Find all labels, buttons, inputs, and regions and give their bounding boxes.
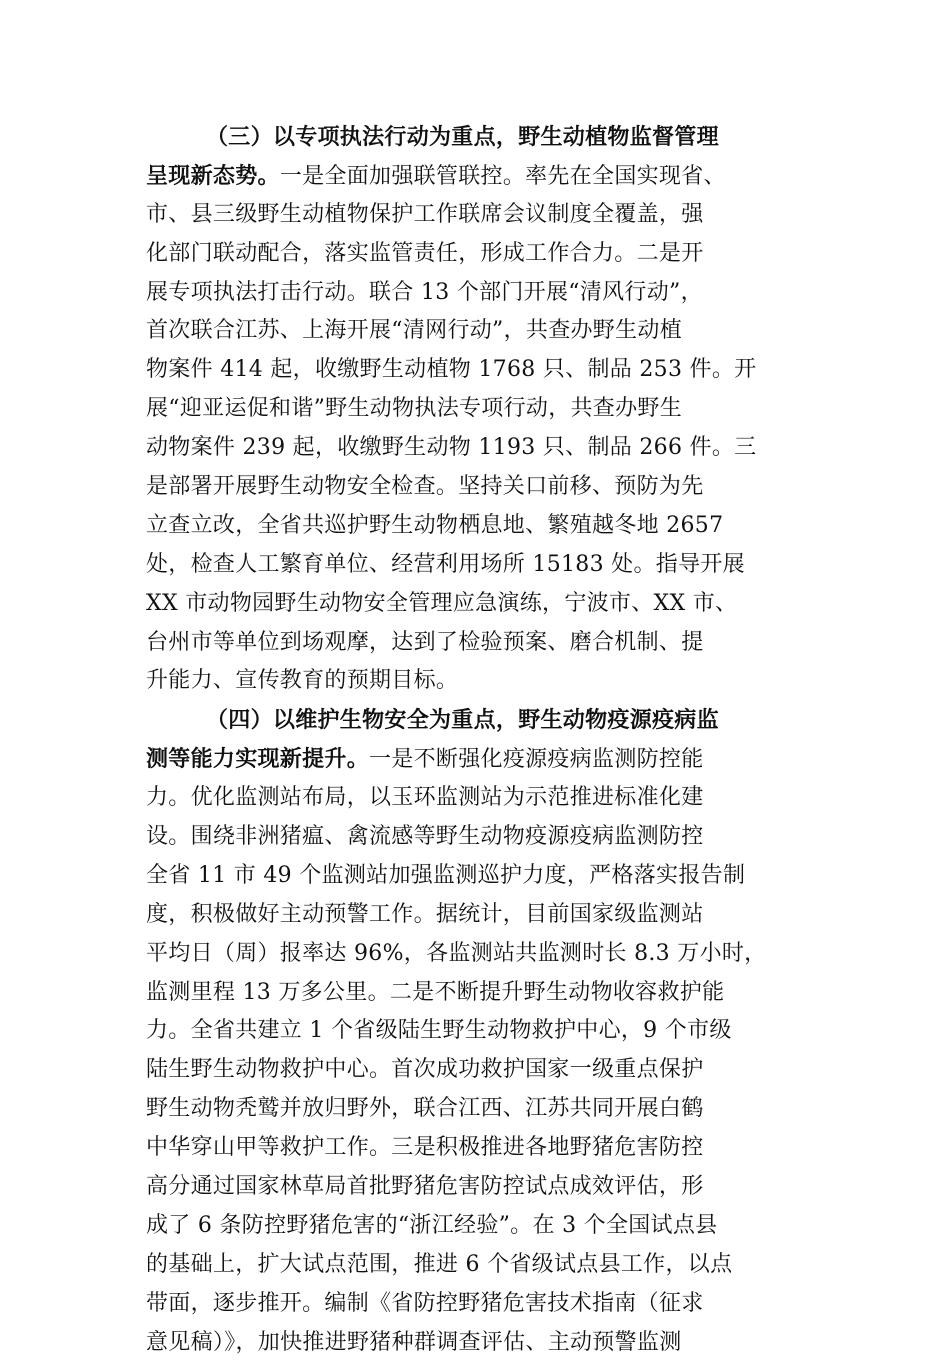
text-line bbox=[146, 196, 806, 235]
text-line bbox=[146, 157, 806, 196]
text-line bbox=[146, 779, 806, 818]
text-line bbox=[146, 351, 806, 390]
body-text: 是部署开展野生动物安全检查。坚持关口前移、预防为先 bbox=[146, 474, 704, 500]
body-text: 一是全面加强联管联控。率先在全国实现省、 bbox=[279, 163, 726, 189]
body-text: 升能力、宣传教育的预期目标。 bbox=[146, 668, 459, 694]
body-text: 度，积极做好主动预警工作。据统计，目前国家级监测站 bbox=[146, 901, 704, 927]
body-text: 力。优化监测站布局，以玉环监测站为示范推进标准化建 bbox=[146, 785, 704, 811]
text-line bbox=[146, 662, 806, 701]
text-line bbox=[146, 468, 806, 507]
text-line bbox=[146, 1246, 806, 1285]
text-line bbox=[146, 1090, 806, 1129]
body-text: 全省 11 市 49 个监测站加强监测巡护力度，严格落实报告制 bbox=[146, 862, 746, 888]
body-text: 展“迎亚运促和谐”野生动物执法专项行动，共查办野生 bbox=[146, 396, 682, 422]
body-text: 陆生野生动物救护中心。首次成功救护国家一级重点保护 bbox=[146, 1057, 704, 1083]
body-text: 设。围绕非洲猪瘟、禽流感等野生动物疫源疫病监测防控 bbox=[146, 824, 704, 850]
body-text: 物案件 414 起，收缴野生动植物 1768 只、制品 253 件。开 bbox=[146, 357, 757, 383]
text-line bbox=[146, 429, 806, 468]
body-text: 监测里程 13 万多公里。二是不断提升野生动物收容救护能 bbox=[146, 979, 725, 1005]
text-line bbox=[146, 857, 806, 896]
section-3-paragraph bbox=[146, 118, 806, 701]
text-line bbox=[146, 701, 806, 740]
body-text: 平均日（周）报率达 96%，各监测站共监测时长 8.3 万小时， bbox=[146, 940, 767, 966]
text-line bbox=[146, 1207, 806, 1246]
body-text: 的基础上，扩大试点范围，推进 6 个省级试点县工作，以点 bbox=[146, 1251, 733, 1277]
text-line bbox=[146, 740, 806, 779]
body-text: 首次联合江苏、上海开展“清网行动”，共查办野生动植 bbox=[146, 318, 682, 344]
text-line bbox=[146, 312, 806, 351]
text-line bbox=[146, 935, 806, 974]
text-line bbox=[146, 507, 806, 546]
section-heading: （三）以专项执法行动为重点，野生动植物监督管理 bbox=[206, 124, 719, 150]
text-line bbox=[146, 1324, 806, 1363]
body-text: 动物案件 239 起，收缴野生动物 1193 只、制品 266 件。三 bbox=[146, 435, 757, 461]
section-heading: 测等能力实现新提升。 bbox=[146, 746, 370, 773]
body-text: 力。全省共建立 1 个省级陆生野生动物救护中心，9 个市级 bbox=[146, 1018, 732, 1044]
document-body bbox=[146, 118, 806, 1363]
body-text: 成了 6 条防控野猪危害的“浙江经验”。在 3 个全国试点县 bbox=[146, 1212, 718, 1238]
text-line bbox=[146, 624, 806, 663]
body-text: 意见稿）》，加快推进野猪种群调查评估、主动预警监测 bbox=[146, 1329, 682, 1355]
body-text: 高分通过国家林草局首批野猪危害防控试点成效评估，形 bbox=[146, 1174, 704, 1200]
text-line bbox=[146, 585, 806, 624]
section-heading: （四）以维护生物安全为重点，野生动物疫源疫病监 bbox=[206, 707, 719, 734]
section-heading: 呈现新态势。 bbox=[146, 162, 280, 189]
text-line bbox=[146, 546, 806, 585]
body-text: XX 市动物园野生动物安全管理应急演练，宁波市、XX 市、 bbox=[146, 590, 738, 616]
body-text: 带面，逐步推开。编制《省防控野猪危害技术指南（征求 bbox=[146, 1290, 704, 1316]
body-text: 中华穿山甲等救护工作。三是积极推进各地野猪危害防控 bbox=[146, 1135, 704, 1161]
text-line bbox=[146, 235, 806, 274]
text-line bbox=[146, 1051, 806, 1090]
text-line bbox=[146, 274, 806, 313]
body-text: 处，检查人工繁育单位、经营利用场所 15183 处。指导开展 bbox=[146, 551, 745, 577]
body-text: 化部门联动配合，落实监管责任，形成工作合力。二是开 bbox=[146, 240, 704, 266]
text-line bbox=[146, 118, 806, 157]
text-line bbox=[146, 1285, 806, 1324]
body-text: 展专项执法打击行动。联合 13 个部门开展“清风行动”， bbox=[146, 279, 703, 305]
body-text: 市、县三级野生动植物保护工作联席会议制度全覆盖，强 bbox=[146, 201, 704, 227]
body-text: 野生动物秃鹫并放归野外，联合江西、江苏共同开展白鹤 bbox=[146, 1096, 704, 1122]
text-line bbox=[146, 974, 806, 1013]
section-4-paragraph bbox=[146, 701, 806, 1362]
body-text: 一是不断强化疫源疫病监测防控能 bbox=[369, 747, 704, 773]
text-line bbox=[146, 1129, 806, 1168]
text-line bbox=[146, 390, 806, 429]
text-line bbox=[146, 1168, 806, 1207]
text-line bbox=[146, 896, 806, 935]
body-text: 立查立改，全省共巡护野生动物栖息地、繁殖越冬地 2657 bbox=[146, 512, 724, 538]
text-line bbox=[146, 1012, 806, 1051]
text-line bbox=[146, 818, 806, 857]
body-text: 台州市等单位到场观摩，达到了检验预案、磨合机制、提 bbox=[146, 629, 704, 655]
